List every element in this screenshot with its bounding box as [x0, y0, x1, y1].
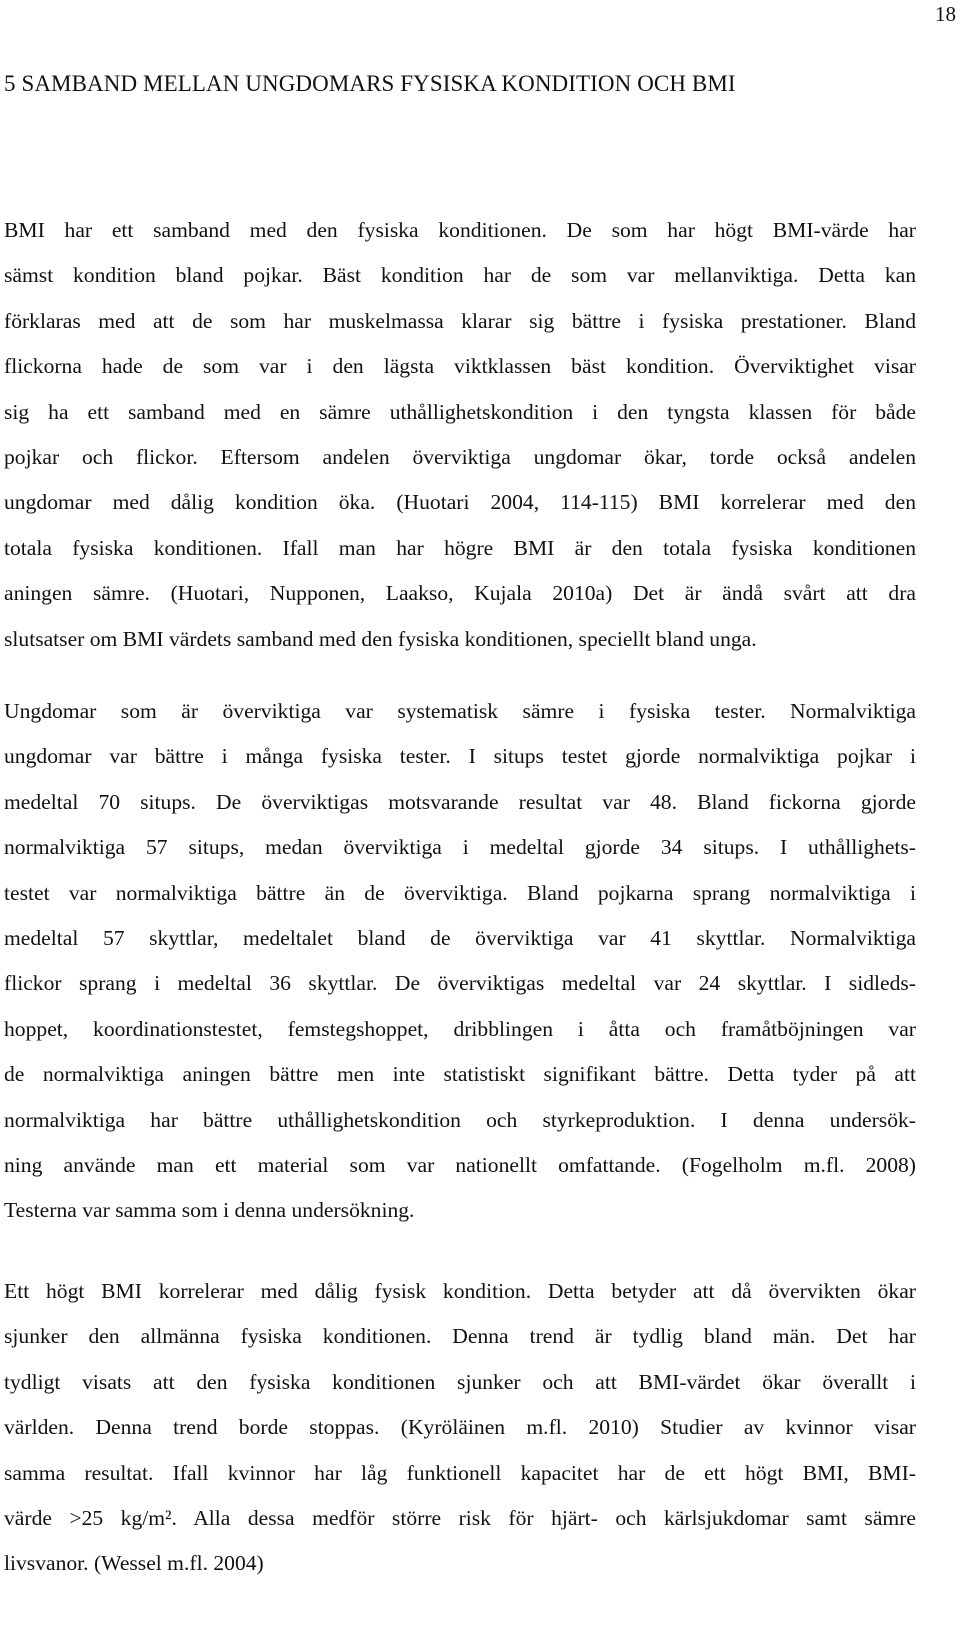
text-line: ungdomar var bättre i många fysiska tester. I situps testet gjorde normalviktiga pojkar i — [4, 744, 916, 769]
text-line: tydligt visats att den fysiska konditionen sjunker och att BMI-värdet ökar överallt i — [4, 1369, 916, 1394]
text-line: världen. Denna trend borde stoppas. (Kyröläinen m.fl. 2010) Studier av kvinnor visar — [4, 1415, 916, 1440]
section-heading: 5 SAMBAND MELLAN UNGDOMARS FYSISKA KONDITION OCH BMI — [4, 71, 736, 96]
page-number: 18 — [935, 2, 956, 26]
text-line: testet var normalviktiga bättre än de överviktiga. Bland pojkarna sprang normalviktiga i — [4, 880, 916, 905]
text-line: medeltal 57 skyttlar, medeltalet bland de överviktiga var 41 skyttlar. Normalviktiga — [4, 925, 916, 950]
text-line: samma resultat. Ifall kvinnor har låg funktionell kapacitet har de ett högt BMI, BMI- — [4, 1460, 916, 1485]
text-line: värde >25 kg/m². Alla dessa medför större risk för hjärt- och kärlsjukdomar samt sämre — [4, 1505, 916, 1530]
text-line: flickor sprang i medeltal 36 skyttlar. De överviktigas medeltal var 24 skyttlar. I sidleds- — [4, 971, 916, 996]
text-line: aningen sämre. (Huotari, Nupponen, Laakso, Kujala 2010a) Det är ändå svårt att dra — [4, 581, 916, 606]
text-line: de normalviktiga aningen bättre men inte statistiskt signifikant bättre. Detta tyder på att — [4, 1062, 916, 1087]
paragraph-overweight-test-results — [4, 689, 916, 1234]
text-line: livsvanor. (Wessel m.fl. 2004) — [4, 1551, 264, 1576]
text-line: totala fysiska konditionen. Ifall man har högre BMI är den totala fysiska konditionen — [4, 535, 916, 560]
paragraph-high-bmi-correlation — [4, 1269, 916, 1587]
text-line: ungdomar med dålig kondition öka. (Huotari 2004, 114-115) BMI korrelerar med den — [4, 490, 916, 515]
text-line: Ett högt BMI korrelerar med dålig fysisk kondition. Detta betyder att då övervikten ökar — [4, 1279, 916, 1303]
text-line: BMI har ett samband med den fysiska konditionen. De som har högt BMI-värde har — [4, 218, 916, 242]
text-line: sjunker den allmänna fysiska konditionen. Denna trend är tydlig bland män. Det har — [4, 1324, 916, 1349]
text-line: slutsatser om BMI värdets samband med den fysiska konditionen, speciellt bland unga. — [4, 626, 757, 651]
text-line: ning använde man ett material som var nationellt omfattande. (Fogelholm m.fl. 2008) — [4, 1152, 916, 1177]
text-line: pojkar och flickor. Eftersom andelen överviktiga ungdomar ökar, torde också andelen — [4, 444, 916, 469]
text-line: Testerna var samma som i denna undersökning. — [4, 1198, 415, 1223]
text-line: hoppet, koordinationstestet, femstegshoppet, dribblingen i åtta och framåtböjningen var — [4, 1016, 916, 1041]
text-line: normalviktiga har bättre uthållighetskondition och styrkeproduktion. I denna undersök- — [4, 1107, 916, 1132]
text-line: förklaras med att de som har muskelmassa klarar sig bättre i fysiska prestationer. Bland — [4, 308, 916, 333]
text-line: sämst kondition bland pojkar. Bäst kondition har de som var mellanviktiga. Detta kan — [4, 263, 916, 288]
text-line: Ungdomar som är överviktiga var systematisk sämre i fysiska tester. Normalviktiga — [4, 699, 916, 723]
text-line: sig ha ett samband med en sämre uthållighetskondition i den tyngsta klassen för både — [4, 399, 916, 424]
text-line: flickorna hade de som var i den lägsta viktklassen bäst kondition. Överviktighet visar — [4, 354, 916, 379]
text-line: normalviktiga 57 situps, medan överviktiga i medeltal gjorde 34 situps. I uthållighets- — [4, 835, 916, 860]
text-line: medeltal 70 situps. De överviktigas motsvarande resultat var 48. Bland fickorna gjorde — [4, 789, 916, 814]
paragraph-bmi-fitness-relation — [4, 208, 916, 662]
